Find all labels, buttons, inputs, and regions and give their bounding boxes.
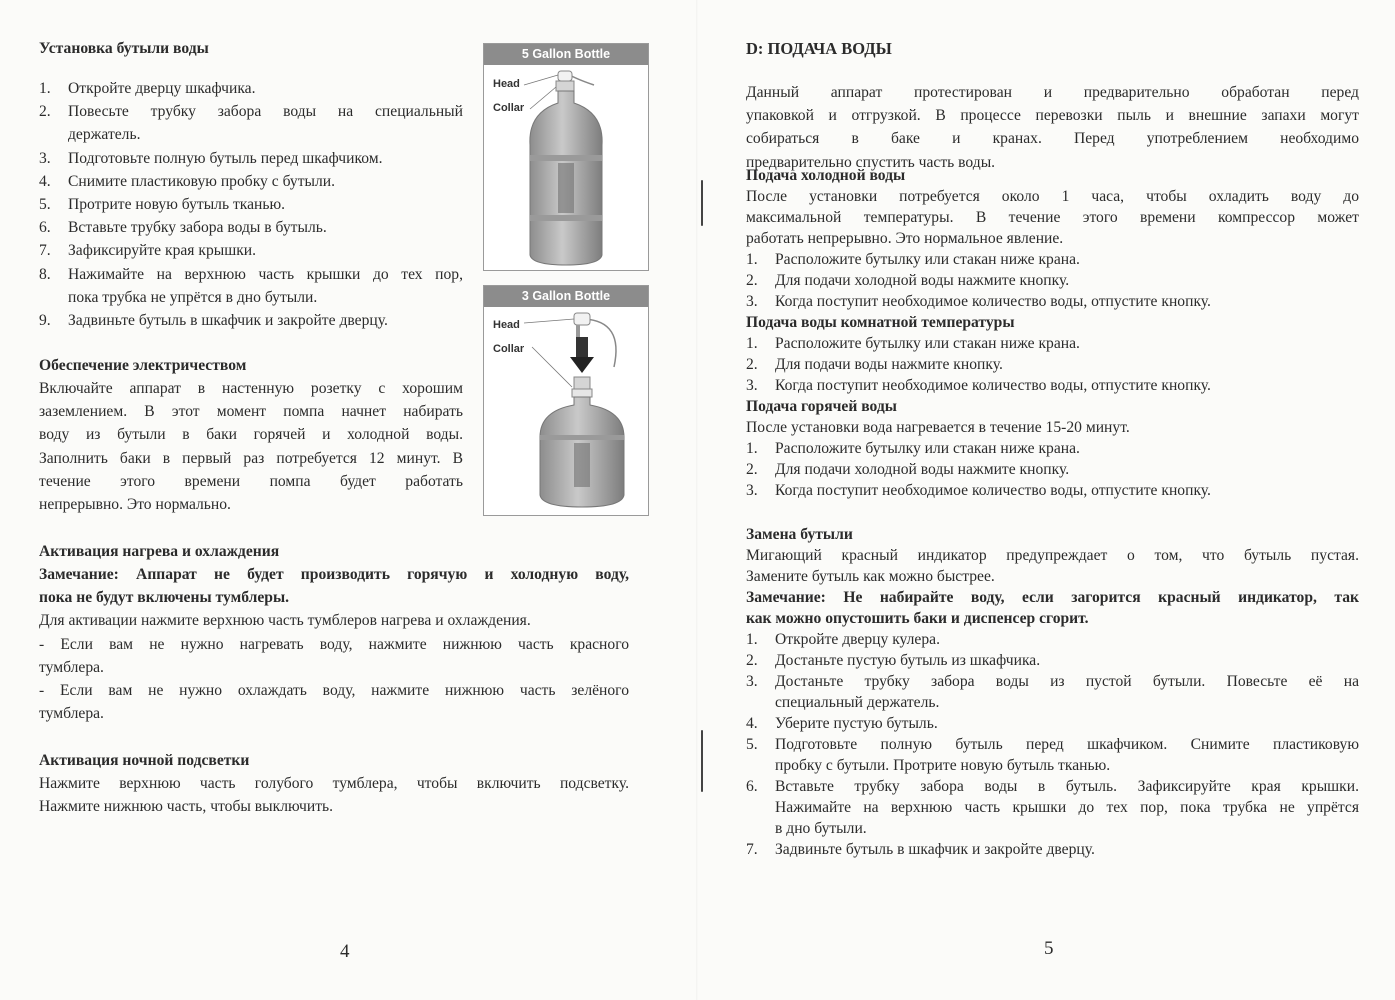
list-item: 3. Когда поступит необходимое количество воды, отпустите кнопку. [746, 377, 1211, 394]
section-title-replace: Замена бутыли [746, 526, 853, 543]
list-item: 3. Когда поступит необходимое количество воды, отпустите кнопку. [746, 293, 1211, 310]
section-title-room: Подача воды комнатной температуры [746, 314, 1015, 331]
figure-title: 3 Gallon Bottle [484, 286, 648, 307]
section-title-night-light: Активация ночной подсветки [39, 752, 250, 769]
hot-list [746, 438, 1359, 501]
page-heading: D: ПОДАЧА ВОДЫ [746, 39, 892, 58]
list-item: 3. Когда поступит необходимое количество воды, отпустите кнопку. [746, 482, 1211, 499]
left-page [0, 0, 697, 1000]
head-label: Head [493, 78, 520, 90]
list-item: 1. Расположите бутылку или стакан ниже крана. [746, 251, 1080, 268]
list-item: 2. Достаньте пустую бутыль из шкафчика. [746, 652, 1041, 669]
section-title-bottle-install: Установка бутыли воды [39, 40, 209, 57]
bottle-install-list [39, 77, 463, 332]
list-item: 5. Протрите новую бутыль тканью. [39, 196, 286, 214]
power-paragraph: Включайте аппарат в настенную розетку с хорошим заземлением. В этот момент помпа начнет набирать воду из бутыли в баки горячей и холодной воды. Заполнить баки в первый раз потребуется 12 минут. В течение этого времени помпа будет работать непрерывно. Это нормально. [39, 380, 463, 514]
right-page [697, 0, 1395, 1000]
cold-list [746, 249, 1359, 312]
list-item: 2. Для подачи холодной воды нажмите кнопку. [746, 461, 1070, 478]
section-title-heat-cool: Активация нагрева и охлаждения [39, 543, 280, 560]
replace-list [746, 629, 1359, 860]
bottle-5-gallon-illustration [484, 65, 648, 270]
list-item: 2. Повесьте трубку забора воды на специальный держатель. [39, 103, 463, 144]
collar-label: Collar [493, 343, 525, 355]
figure-title: 5 Gallon Bottle [484, 44, 648, 65]
intro-paragraph: Данный аппарат протестирован и предварительно обработан перед упаковкой и отгрузкой. В процессе перевозки пыль и внешние запахи могут собираться в баке и кранах. Перед употреблением необходимо предварительно спустить часть воды. [746, 84, 1359, 171]
collar-label: Collar [493, 102, 525, 114]
head-label: Head [493, 319, 520, 331]
figure-5-gallon-bottle [483, 43, 649, 271]
list-item: 8. Нажимайте на верхнюю часть крышки до тех пор, пока трубка не упрётся в дно бутыли. [39, 265, 463, 306]
list-item: 4. Снимите пластиковую пробку с бутыли. [39, 172, 336, 190]
list-item: 7. Задвиньте бутыль в шкафчик и закройте дверцу. [746, 841, 1095, 858]
binding-mark [701, 180, 703, 226]
list-item: 1. Откройте дверцу шкафчика. [39, 80, 256, 97]
replace-bottle-section: Замена бутыли Мигающий красный индикатор предупреждает о том, что бутыль пустая. Замените бутыль как можно быстрее. Замечание: Не набирайте воду, если загорится красный индикатор, так как можно опустошить баки и диспенсер сгорит. 1. Откройте дверцу кулера. 2. Достаньте пустую бутыль из шкафчика. 3. Достаньте трубку забора воды из пустой бутыли. Повесьте её на специальный держатель. 4. Уберите пустую бутыль. 5. Подготовьте полную бутыль перед шкафчиком. Снимите пластиковую пробку с бутыли. Протрите новую бутыль тканью. 6. Вставьте трубку забора воды в бутыль. Зафиксируйте края крышки. Нажимайте на верхнюю часть крышки до тех пор, пока трубка не упрётся в дно бутыли. 7. Задвиньте бутыль в шкафчик и закройте дверцу. [746, 526, 1359, 858]
binding-mark [701, 730, 703, 792]
list-item: 2. Для подачи холодной воды нажмите кнопку. [746, 272, 1070, 289]
section-title-power: Обеспечение электричеством [39, 357, 247, 374]
list-item: 9. Задвиньте бутыль в шкафчик и закройте дверцу. [39, 312, 388, 330]
list-item: 3. Подготовьте полную бутыль перед шкафчиком. [39, 149, 383, 167]
list-item: 6. Вставьте трубку забора воды в бутыль. Зафиксируйте края крышки. Нажимайте на верхнюю часть крышки до тех пор, пока трубка не упрётся в дно бутыли. [746, 778, 1359, 837]
list-item: 2. Для подачи воды нажмите кнопку. [746, 356, 1003, 373]
list-item: 4. Уберите пустую бутыль. [746, 715, 938, 732]
list-item: 1. Расположите бутылку или стакан ниже крана. [746, 335, 1080, 352]
section-title-cold: Подача холодной воды [746, 167, 906, 184]
section-title-hot: Подача горячей воды [746, 398, 897, 415]
bottle-3-gallon-illustration [484, 307, 648, 515]
heat-cool-paragraph: Замечание: Аппарат не будет производить горячую и холодную воду, пока не будут включены тумблеры. Для активации нажмите верхнюю часть тумблеров нагрева и охлаждения. - Если вам не нужно нагревать воду, нажмите нижнюю часть красного тумблера. - Если вам не нужно охлаждать воду, нажмите нижнюю часть зелёного тумблера. [39, 566, 629, 723]
night-light-paragraph: Нажмите верхнюю часть голубого тумблера, чтобы включить подсветку. Нажмите нижнюю часть, чтобы выключить. [39, 775, 629, 816]
list-item: 1. Расположите бутылку или стакан ниже крана. [746, 440, 1080, 457]
list-item: 3. Достаньте трубку забора воды из пустой бутыли. Повесьте её на специальный держатель. [746, 673, 1359, 711]
list-item: 1. Откройте дверцу кулера. [746, 631, 940, 648]
page-number-left: 4 [340, 941, 350, 962]
list-item: 6. Вставьте трубку забора воды в бутыль. [39, 219, 327, 237]
list-item: 5. Подготовьте полную бутыль перед шкафчиком. Снимите пластиковую пробку с бутыли. Протрите новую бутыль тканью. [746, 736, 1359, 774]
list-item: 7. Зафиксируйте края крышки. [39, 242, 257, 260]
cold-water-section: Подача холодной воды После установки потребуется около 1 часа, чтобы охладить воду до максимальной температуры. В течение этого времени компрессор может работать непрерывно. Это нормальное явление. 1. Расположите бутылку или стакан ниже крана. 2. Для подачи холодной воды нажмите кнопку. 3. Когда поступит необходимое количество воды, отпустите кнопку. Подача воды комнатной температуры 1. Расположите бутылку или стакан ниже крана. 2. Для подачи воды нажмите кнопку. 3. Когда поступит необходимое количество воды, отпустите кнопку. Подача горячей воды После установки вода нагревается в течение 15-20 минут. 1. Расположите бутылку или стакан ниже крана. 2. Для подачи холодной воды нажмите кнопку. 3. Когда поступит необходимое количество воды, отпустите кнопку. [746, 167, 1359, 499]
figure-3-gallon-bottle [483, 285, 649, 516]
room-list [746, 333, 1359, 396]
page-number-right: 5 [1044, 938, 1054, 959]
